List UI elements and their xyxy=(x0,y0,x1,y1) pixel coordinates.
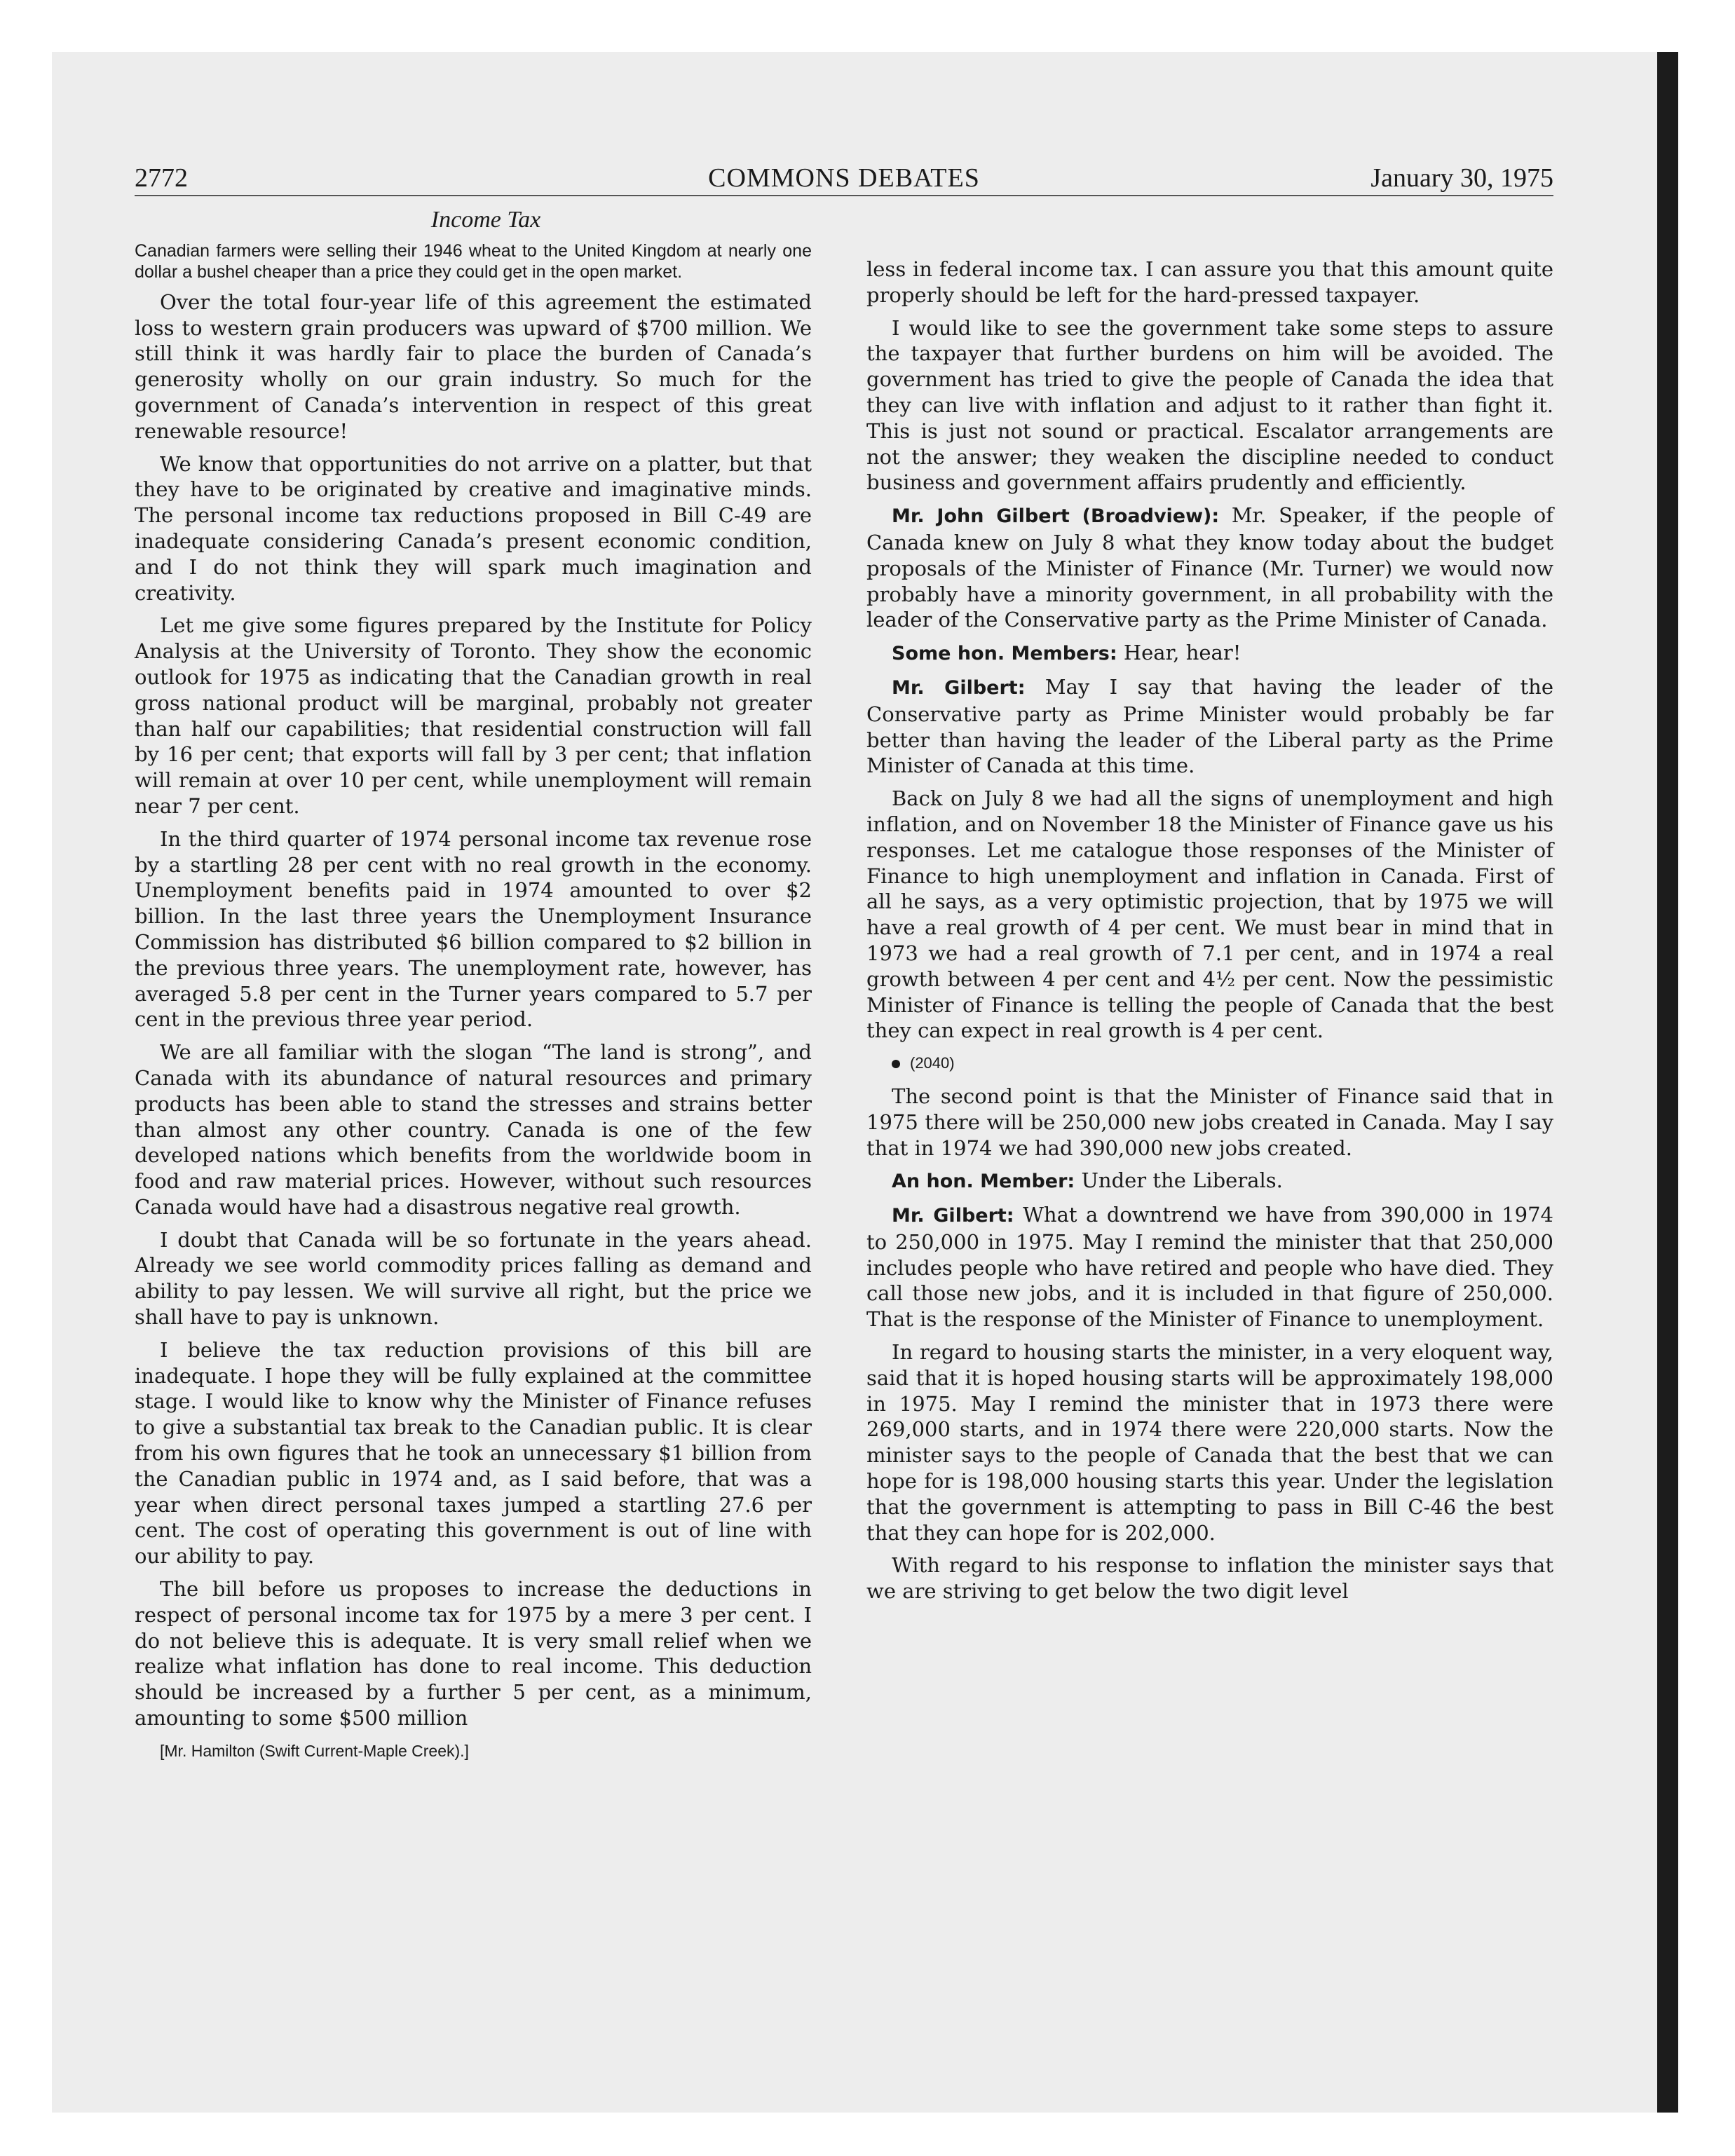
speaker-attribution: [Mr. Hamilton (Swift Current-Maple Creek).] xyxy=(160,1741,469,1760)
time-marker xyxy=(866,1051,1553,1077)
speaker-name: Some hon. Members: xyxy=(892,643,1117,665)
publication-title: COMMONS DEBATES xyxy=(708,163,980,193)
section-title: Income Tax xyxy=(430,207,541,233)
paragraph: We are all familiar with the slogan “The land is strong”, and Canada with its abundance of natural resources and primary products has been able to stand the stresses and strains better than almost any other country. Canada is one of the few developed nations which benefits from the worldwide boom in food and raw material prices. However, without such resources Canada would have had a disastrous negative real growth. xyxy=(135,1040,812,1219)
quoted-passage: Canadian farmers were selling their 1946 wheat to the United Kingdom at nearly one dollar a bushel cheaper than a price they could get in the open market. xyxy=(135,240,812,282)
speaker-name: Mr. John Gilbert (Broadview): xyxy=(892,505,1220,528)
paragraph: Back on July 8 we had all the signs of unemployment and high inflation, and on November 18 the Minister of Finance gave us his responses. Let me catalogue those responses of the Minister of Finance to high unemployment and inflation in Canada. First of all he says, as a very optimistic projection, that by 1975 we will have a real growth of 4 per cent. We must bear in mind that in 1973 we had a real growth of 7.1 per cent, and in 1974 a real growth between 4 per cent and 4½ per cent. Now the pessimistic Minister of Finance is telling the people of Canada that the best they can expect in real growth is 4 per cent. xyxy=(866,786,1553,1043)
left-column xyxy=(135,207,812,1771)
speaker-name: Mr. Gilbert: xyxy=(892,1205,1014,1227)
paragraph: In the third quarter of 1974 personal income tax revenue rose by a startling 28 per cent with no real growth in the economy. Unemployment benefits paid in 1974 amounted to over $2 billion. In the last three years the Unemployment Insurance Commission has distributed $6 billion compared to $2 billion in the previous three years. The unemployment rate, however, has averaged 5.8 per cent in the Turner years compared to 5.7 per cent in the previous three year period. xyxy=(135,826,812,1032)
paragraph: I would like to see the government take some steps to assure the taxpayer that further burdens on him will be avoided. The government has tried to give the people of Canada the idea that they can live with inflation and adjust to it rather than fight it. This is just not sound or practical. Escalator arrangements are not the answer; they weaken the discipline needed to conduct business and government affairs prudently and efficiently. xyxy=(866,315,1553,495)
bullet-icon xyxy=(892,1060,900,1068)
paragraph: I believe the tax reduction provisions of this bill are inadequate. I hope they will be fully explained at the committee stage. I would like to know why the Minister of Finance refuses to give a substantial tax break to the Canadian public. It is clear from his own figures that he took an unnecessary $1 billion from the Canadian public in 1974 and, as I said before, that was a year when direct personal taxes jumped a startling 27.6 per cent. The cost of operating this government is out of line with our ability to pay. xyxy=(135,1337,812,1569)
page-number: 2772 xyxy=(135,163,188,193)
speaker-name: Mr. Gilbert: xyxy=(892,676,1026,699)
right-column xyxy=(866,257,1553,1611)
speaker-name: An hon. Member: xyxy=(892,1171,1075,1193)
page-header xyxy=(135,160,1553,196)
paragraph: In regard to housing starts the minister, in a very eloquent way, said that it is hoped housing starts will be approximately 198,000 in 1975. May I remind the minister that in 1973 there were 269,000 starts, and in 1974 there were 220,000 starts. Now the minister says to the people of Canada that the best that we can hope for is 198,000 housing starts this year. Under the legislation that the government is attempting to pass in Bill C-46 the best that they can hope for is 202,000. xyxy=(866,1340,1553,1545)
paragraph: I doubt that Canada will be so fortunate in the years ahead. Already we see world commodity prices falling as demand and ability to pay lessen. We will survive all right, but the price we shall have to pay is unknown. xyxy=(135,1227,812,1330)
speech xyxy=(866,503,1553,633)
speech xyxy=(866,674,1553,779)
paragraph: The bill before us proposes to increase the deductions in respect of personal income tax for 1975 by a mere 3 per cent. I do not believe this is adequate. It is very small relief when we realize what inflation has done to real income. This deduction should be increased by a further 5 per cent, as a minimum, amounting to some $500 million xyxy=(135,1577,812,1731)
paragraph: Over the total four-year life of this agreement the estimated loss to western grain producers was upward of $700 million. We still think it was hardly fair to place the burden of Canada’s generosity wholly on our grain industry. So much for the government of Canada’s intervention in respect of this great renewable resource! xyxy=(135,289,812,443)
paragraph: less in federal income tax. I can assure you that this amount quite properly should be left for the hard-pressed taxpayer. xyxy=(866,257,1553,307)
speech xyxy=(866,640,1553,667)
speech xyxy=(866,1202,1553,1332)
issue-date: January 30, 1975 xyxy=(1370,163,1553,193)
speech-text: May I say that having the leader of the Conservative party as Prime Minister would probably be far better than having the leader of the Liberal party as the Prime Minister of Canada at this time. xyxy=(866,674,1553,778)
speech-text: Hear, hear! xyxy=(1123,641,1241,665)
speech-text: What a downtrend we have from 390,000 in 1974 to 250,000 in 1975. May I remind the minister that that 250,000 includes people who have retired and people who have died. They call those new jobs, and it is included in that figure of 250,000. That is the response of the Minister of Finance to unemployment. xyxy=(866,1203,1553,1332)
speech-text: Mr. Speaker, if the people of Canada knew on July 8 what they know today about the budget proposals of the Minister of Finance (Mr. Turner) we would now probably have a minority government, in all probability with the leader of the Conservative party as the Prime Minister of Canada. xyxy=(866,503,1554,632)
speech xyxy=(866,1168,1553,1195)
paragraph: Let me give some figures prepared by the Institute for Policy Analysis at the University of Toronto. They show the economic outlook for 1975 as indicating that the Canadian growth in real gross national product will be marginal, probably not greater than half our capabilities; that residential construction will fall by 16 per cent; that exports will fall by 3 per cent; that inflation will remain at over 10 per cent, while unemployment will remain near 7 per cent. xyxy=(135,613,812,818)
paragraph: With regard to his response to inflation the minister says that we are striving to get below the two digit level xyxy=(866,1553,1553,1604)
speech-text: Under the Liberals. xyxy=(1081,1168,1283,1193)
page-edge-shadow xyxy=(1657,52,1678,2113)
time-marker-text: (2040) xyxy=(910,1054,955,1072)
paragraph: The second point is that the Minister of Finance said that in 1975 there will be 250,000 new jobs created in Canada. May I say that in 1974 we had 390,000 new jobs created. xyxy=(866,1084,1553,1160)
paragraph: We know that opportunities do not arrive on a platter, but that they have to be originated by creative and imaginative minds. The personal income tax reductions proposed in Bill C-49 are inadequate considering Canada’s present economic condition, and I do not think they will spark much imagination and creativity. xyxy=(135,451,812,605)
